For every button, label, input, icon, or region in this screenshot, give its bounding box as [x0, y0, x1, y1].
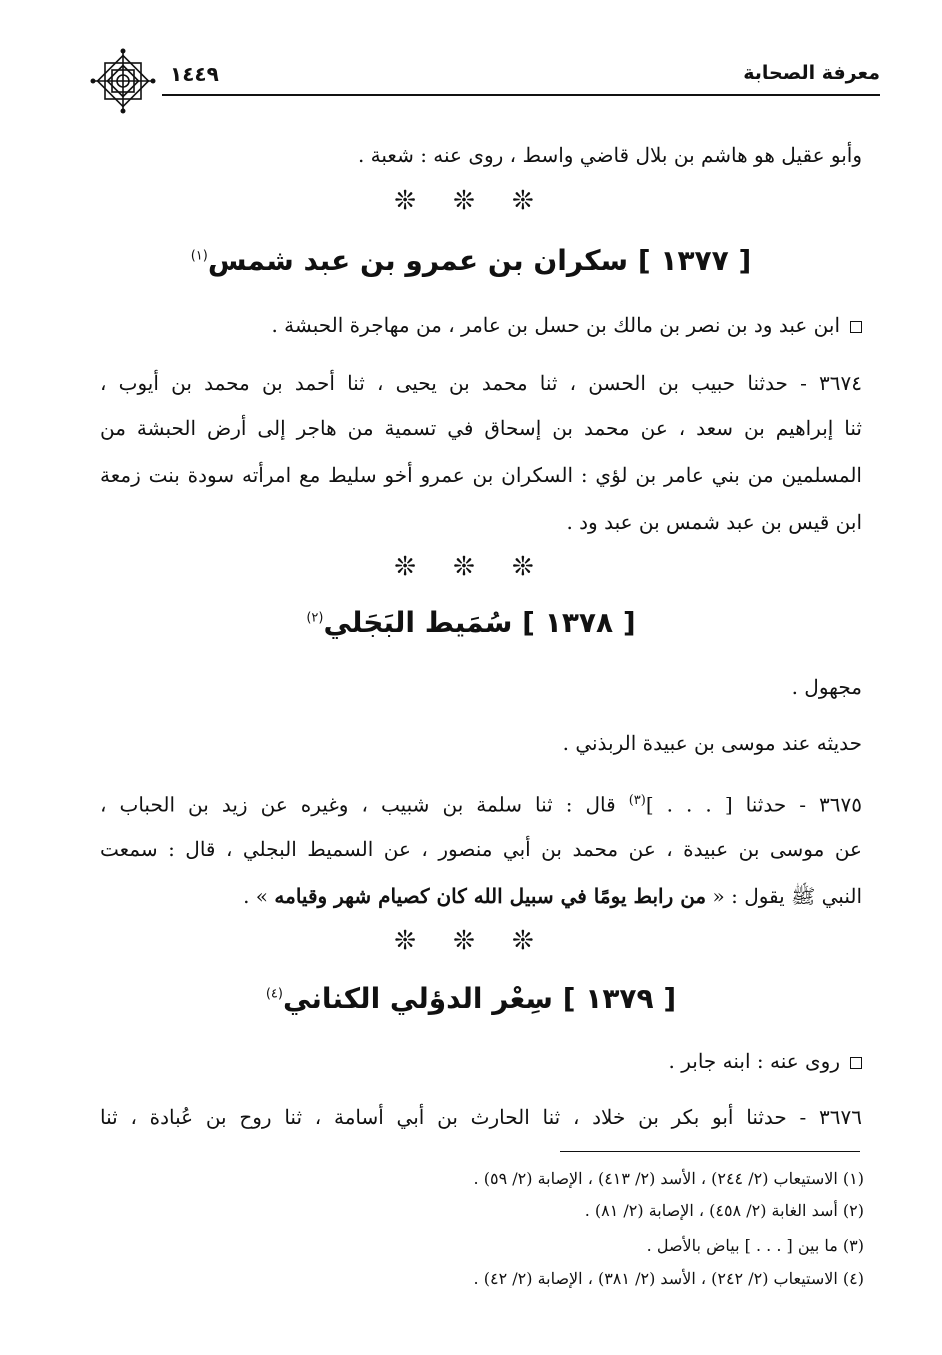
hadith-line: ثنا إبراهيم بن سعد ، عن محمد بن إسحاق في تسمية من هاجر إلى أرض الحبشة من: [100, 416, 862, 440]
square-bullet-icon: [850, 321, 862, 333]
text-line: حديثه عند موسى بن عبيدة الربذني .: [562, 731, 862, 755]
hadith-text: ٣٦٧٥ - حدثنا [ . . . ]: [645, 792, 862, 817]
section-separator: ❊ ❊ ❊: [394, 926, 548, 956]
entry-heading: [0, 606, 942, 639]
footnote-ref: (٢): [306, 610, 324, 626]
entry-heading-text: [ ١٣٧٧ ] سكران بن عمرو بن عبد شمس: [207, 244, 752, 277]
hadith-line: [100, 786, 862, 820]
footnote-ref: (١): [190, 248, 208, 264]
entry-heading: [0, 244, 942, 277]
footnote-ref: (٤): [265, 986, 283, 1002]
hadith-line: [100, 881, 862, 911]
running-title: معرفة الصحابة: [743, 62, 880, 84]
footnote: (٤) الاستيعاب (٢/ ٢٤٢) ، الأسد (٢/ ٣٨١) ، الإصابة (٢/ ٤٢) .: [473, 1269, 864, 1288]
text-line: وأبو عقيل هو هاشم بن بلال قاضي واسط ، روى عنه : شعبة .: [357, 143, 862, 167]
entry-note: [100, 310, 862, 340]
footnote-rule: [560, 1151, 860, 1152]
hadith-line: ابن قيس بن عبد شمس بن عبد ود .: [566, 510, 862, 534]
hadith-line: عن موسى بن عبيدة ، عن محمد بن أبي منصور ، عن السميط البجلي ، قال : سمعت: [100, 837, 862, 861]
square-bullet-icon: [850, 1057, 862, 1069]
entry-note-text: ابن عبد ود بن نصر بن مالك بن حسل بن عامر ، من مهاجرة الحبشة .: [271, 313, 840, 337]
footnote-ref: (٣): [628, 793, 646, 808]
header-rule: [162, 94, 880, 96]
entry-note-text: روى عنه : ابنه جابر .: [668, 1049, 840, 1073]
text-line: مجهول .: [791, 675, 862, 699]
entry-note: [100, 1046, 862, 1076]
hadith-line: ٣٦٧٦ - حدثنا أبو بكر بن خلاد ، ثنا الحارث بن أبي أسامة ، ثنا روح بن عُبادة ، ثنا: [100, 1105, 862, 1129]
entry-heading-text: [ ١٣٧٨ ] سُمَيط البَجَلي: [323, 606, 636, 639]
star-ornament-icon: [88, 46, 158, 116]
hadith-text: قال : ثنا سلمة بن شبيب ، وغيره عن زيد بن الحباب ،: [100, 792, 629, 817]
hadith-line: المسلمين من بني عامر بن لؤي : السكران بن عمرو أخو سليط مع امرأته سودة بنت زمعة: [100, 463, 862, 487]
footnote: (٣) ما بين [ . . . ] بياض بالأصل .: [646, 1236, 864, 1255]
page-number: ١٤٤٩: [170, 62, 219, 86]
entry-heading-text: [ ١٣٧٩ ] سِعْر الدؤلي الكناني: [282, 982, 677, 1015]
hadith-line: ٣٦٧٤ - حدثنا حبيب بن الحسن ، ثنا محمد بن يحيى ، ثنا أحمد بن محمد بن أيوب ،: [100, 371, 862, 395]
footnote: (٢) أسد الغابة (٢/ ٤٥٨) ، الإصابة (٢/ ٨١) .: [584, 1201, 864, 1220]
page-header: [92, 56, 880, 100]
footnote: (١) الاستيعاب (٢/ ٢٤٤) ، الأسد (٢/ ٤١٣) ، الإصابة (٢/ ٥٩) .: [473, 1169, 864, 1188]
prophetic-saying: من رابط يومًا في سبيل الله كان كصيام شهر وقيامه: [274, 884, 707, 908]
entry-heading: [0, 982, 942, 1015]
hadith-text: النبي ﷺ يقول : «: [706, 884, 862, 908]
section-separator: ❊ ❊ ❊: [394, 552, 548, 582]
hadith-text: » .: [243, 884, 275, 908]
section-separator: ❊ ❊ ❊: [394, 186, 548, 216]
